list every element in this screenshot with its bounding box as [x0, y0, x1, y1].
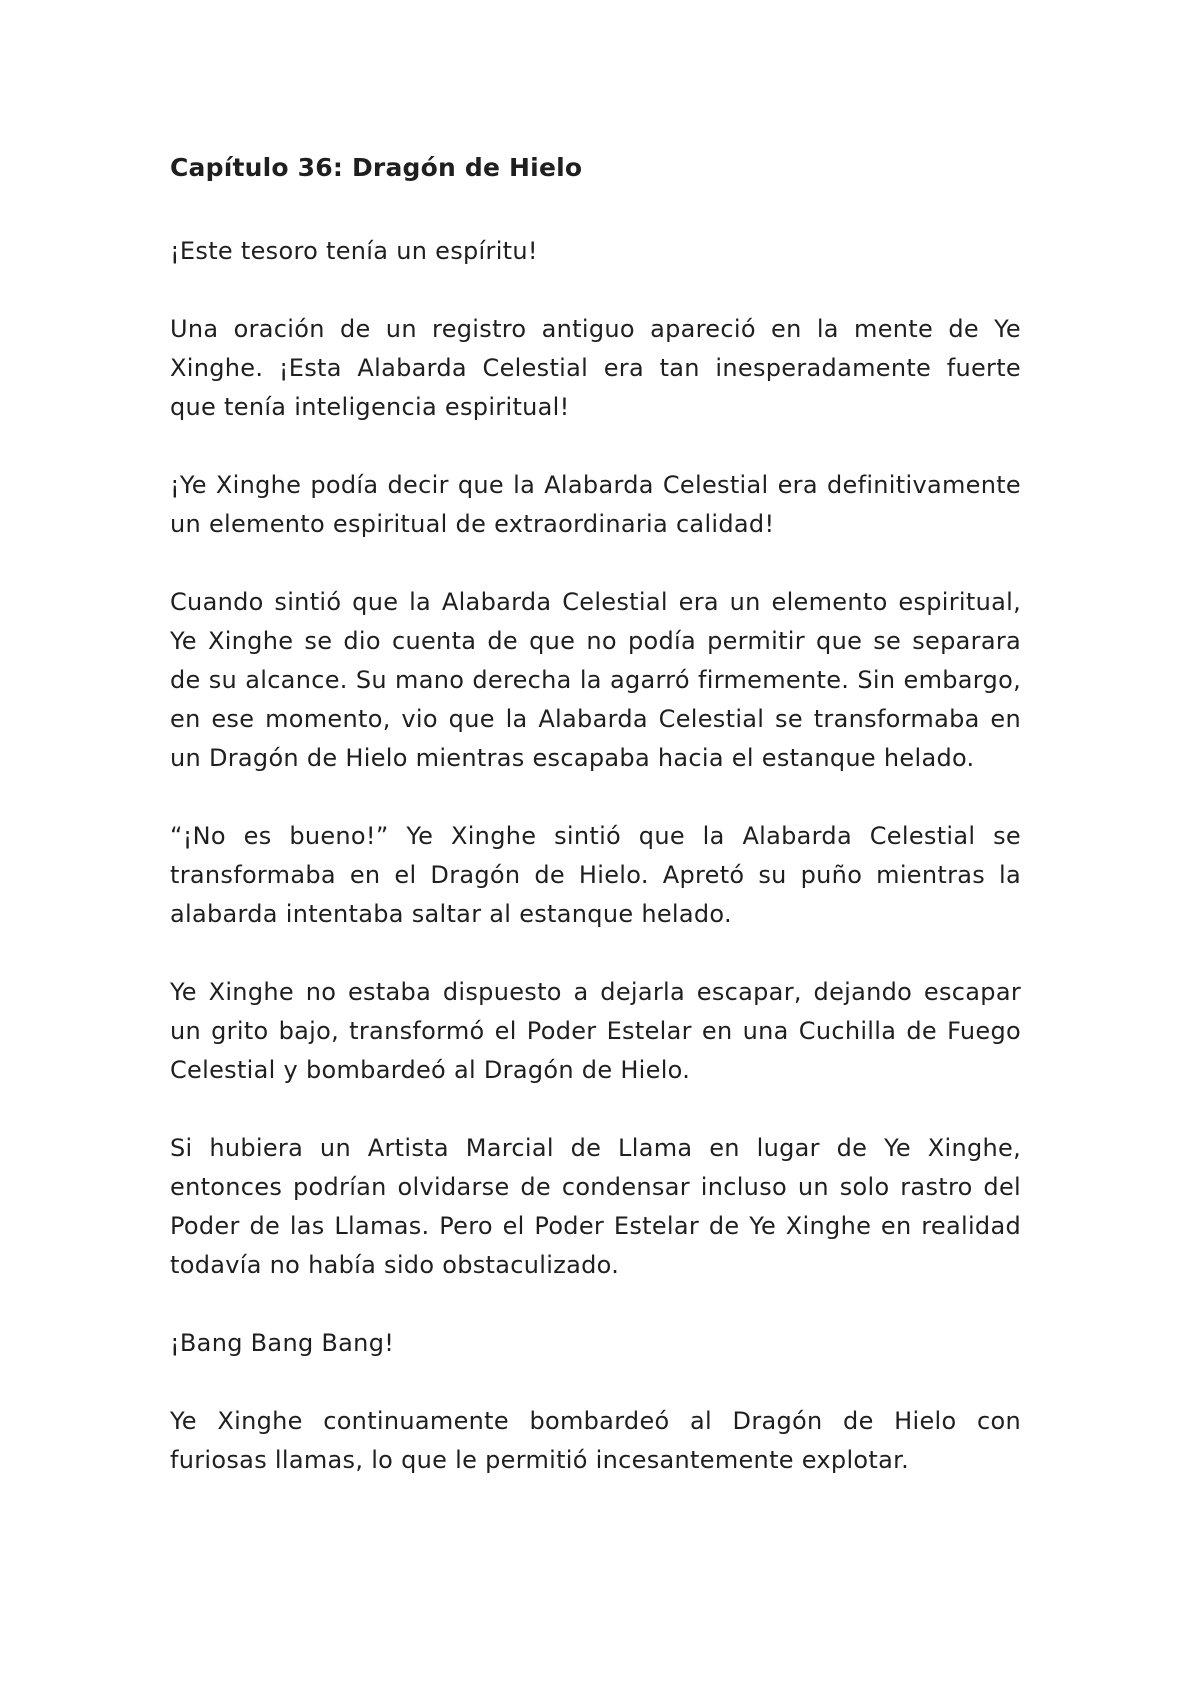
paragraph: Ye Xinghe continuamente bombardeó al Dragón de Hielo con furiosas llamas, lo que le permitió incesantemente explotar.	[170, 1407, 1021, 1474]
chapter-title: Capítulo 36: Dragón de Hielo	[170, 153, 583, 182]
paragraph: ¡Bang Bang Bang!	[170, 1329, 395, 1357]
document-page	[170, 150, 1021, 1519]
paragraph: ¡Ye Xinghe podía decir que la Alabarda Celestial era definitivamente un elemento espiritual de extraordinaria calidad!	[170, 471, 1021, 538]
paragraph: Ye Xinghe no estaba dispuesto a dejarla escapar, dejando escapar un grito bajo, transformó el Poder Estelar en una Cuchilla de Fuego Celestial y bombardeó al Dragón de Hielo.	[170, 978, 1021, 1084]
paragraph: Si hubiera un Artista Marcial de Llama en lugar de Ye Xinghe, entonces podrían olvidarse de condensar incluso un solo rastro del Poder de las Llamas. Pero el Poder Estelar de Ye Xinghe en realidad todavía no había sido obstaculizado.	[170, 1134, 1021, 1279]
paragraph: ¡Este tesoro tenía un espíritu!	[170, 237, 538, 265]
paragraph: “¡No es bueno!” Ye Xinghe sintió que la Alabarda Celestial se transformaba en el Dragón de Hielo. Apretó su puño mientras la alabarda intentaba saltar al estanque helado.	[170, 822, 1021, 928]
paragraph: Cuando sintió que la Alabarda Celestial era un elemento espiritual, Ye Xinghe se dio cuenta de que no podía permitir que se separara de su alcance. Su mano derecha la agarró firmemente. Sin embargo, en ese momento, vio que la Alabarda Celestial se transformaba en un Dragón de Hielo mientras escapaba hacia el estanque helado.	[170, 588, 1021, 772]
paragraph: Una oración de un registro antiguo apareció en la mente de Ye Xinghe. ¡Esta Alabarda Celestial era tan inesperadamente fuerte que tenía inteligencia espiritual!	[170, 315, 1021, 421]
